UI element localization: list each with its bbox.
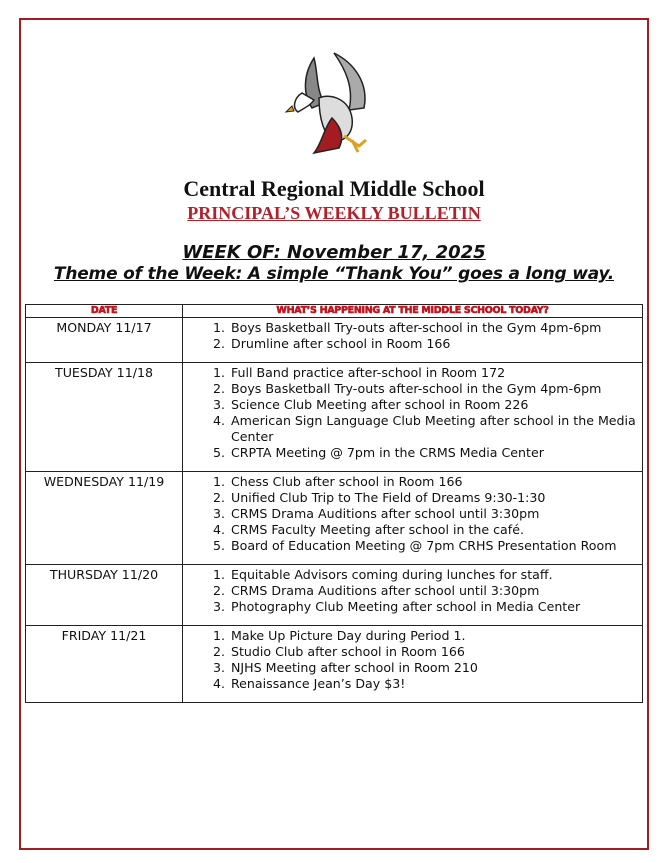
events-list [183,474,642,554]
table-row [26,363,643,472]
event-item: 2. Drumline after school in Room 166 [229,336,642,352]
column-header-events: WHAT’S HAPPENING AT THE MIDDLE SCHOOL TODAY? [183,305,643,318]
events-cell [183,472,643,565]
events-list [183,628,642,692]
event-item: 1. Boys Basketball Try-outs after-school in the Gym 4pm-6pm [229,320,642,336]
events-list [183,365,642,461]
column-header-date: DATE [26,305,183,318]
event-item: 5. Board of Education Meeting @ 7pm CRHS Presentation Room [229,538,642,554]
event-item: 4. American Sign Language Club Meeting after school in the Media Center [229,413,642,445]
event-item: 1. Full Band practice after-school in Room 172 [229,365,642,381]
event-item: 1. Chess Club after school in Room 166 [229,474,642,490]
schedule-table [25,304,643,703]
events-cell [183,626,643,703]
event-item: 5. CRPTA Meeting @ 7pm in the CRMS Media Center [229,445,642,461]
table-header [26,305,643,318]
event-item: 2. Studio Club after school in Room 166 [229,644,642,660]
table-row [26,472,643,565]
week-of: WEEK OF: November 17, 2025 [182,242,486,263]
events-list [183,320,642,352]
event-item: 3. Photography Club Meeting after school in Media Center [229,599,642,615]
event-item: 2. Unified Club Trip to The Field of Dreams 9:30-1:30 [229,490,642,506]
eagle-mascot-logo [284,48,384,158]
day-cell: TUESDAY 11/18 [26,363,183,472]
table-row [26,626,643,703]
day-cell: THURSDAY 11/20 [26,565,183,626]
theme-of-week: Theme of the Week: A simple “Thank You” goes a long way. [53,264,615,284]
school-name: Central Regional Middle School [183,176,485,201]
event-item: 4. Renaissance Jean’s Day $3! [229,676,642,692]
bulletin-title: PRINCIPAL’S WEEKLY BULLETIN [187,203,481,223]
event-item: 1. Make Up Picture Day during Period 1. [229,628,642,644]
event-item: 3. CRMS Drama Auditions after school until 3:30pm [229,506,642,522]
events-list [183,567,642,615]
day-cell: MONDAY 11/17 [26,318,183,363]
day-cell: FRIDAY 11/21 [26,626,183,703]
event-item: 1. Equitable Advisors coming during lunches for staff. [229,567,642,583]
table-row [26,318,643,363]
table-row [26,565,643,626]
event-item: 3. Science Club Meeting after school in Room 226 [229,397,642,413]
day-cell: WEDNESDAY 11/19 [26,472,183,565]
events-cell [183,565,643,626]
event-item: 3. NJHS Meeting after school in Room 210 [229,660,642,676]
event-item: 2. Boys Basketball Try-outs after-school in the Gym 4pm-6pm [229,381,642,397]
events-cell [183,318,643,363]
event-item: 4. CRMS Faculty Meeting after school in the café. [229,522,642,538]
event-item: 2. CRMS Drama Auditions after school until 3:30pm [229,583,642,599]
events-cell [183,363,643,472]
